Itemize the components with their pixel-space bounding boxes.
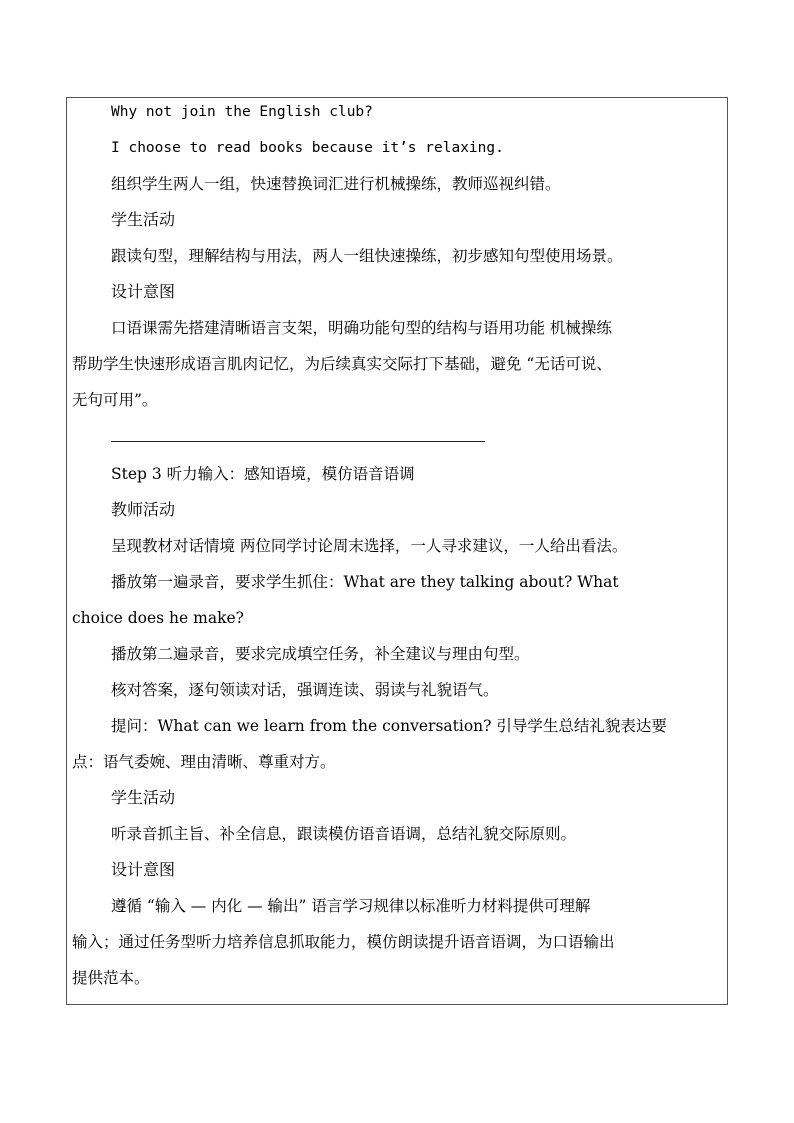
step-heading: Step 3 听力输入：感知语境，模仿语音语调 bbox=[111, 465, 415, 483]
paragraph-line: 帮助学生快速形成语言肌肉记忆，为后续真实交际打下基础，避免 “无话可说、 bbox=[72, 355, 612, 373]
paragraph-line: 遵循 “输入 — 内化 — 输出” 语言学习规律以标准听力材料提供可理解 bbox=[111, 897, 591, 915]
lesson-plan-table-cell bbox=[66, 97, 728, 1005]
paragraph-line: 点：语气委婉、理由清晰、尊重对方。 bbox=[72, 753, 336, 771]
paragraph-line: 跟读句型，理解结构与用法，两人一组快速操练，初步感知句型使用场景。 bbox=[111, 247, 623, 265]
example-sentence-2: I choose to read books because it’s relaxing. bbox=[111, 140, 504, 156]
section-label-design-intent: 设计意图 bbox=[111, 282, 176, 301]
paragraph-line: 无句可用”。 bbox=[72, 391, 158, 409]
section-label-student-activity: 学生活动 bbox=[111, 210, 176, 229]
paragraph-line: 组织学生两人一组，快速替换词汇进行机械操练，教师巡视纠错。 bbox=[111, 175, 561, 193]
example-sentence-1: Why not join the English club? bbox=[111, 104, 373, 120]
paragraph-line: 输入；通过任务型听力培养信息抓取能力，模仿朗读提升语音语调，为口语输出 bbox=[72, 933, 615, 951]
paragraph-line: 播放第二遍录音，要求完成填空任务，补全建议与理由句型。 bbox=[111, 645, 530, 663]
paragraph-line: choice does he make? bbox=[72, 609, 244, 627]
paragraph-line: 口语课需先搭建清晰语言支架，明确功能句型的结构与语用功能 机械操练 bbox=[111, 319, 612, 337]
paragraph-line: 提供范本。 bbox=[72, 969, 150, 987]
section-label-teacher-activity: 教师活动 bbox=[111, 500, 176, 519]
paragraph-line: 播放第一遍录音，要求学生抓住：What are they talking about? What bbox=[111, 573, 619, 591]
paragraph-line: 听录音抓主旨、补全信息，跟读模仿语音语调，总结礼貌交际原则。 bbox=[111, 825, 577, 843]
section-label-design-intent: 设计意图 bbox=[111, 860, 176, 879]
section-label-student-activity: 学生活动 bbox=[111, 788, 176, 807]
horizontal-divider bbox=[111, 441, 485, 442]
paragraph-line: 呈现教材对话情境 两位同学讨论周末选择，一人寻求建议，一人给出看法。 bbox=[111, 537, 628, 555]
paragraph-line: 核对答案，逐句领读对话，强调连读、弱读与礼貌语气。 bbox=[111, 681, 499, 699]
paragraph-line: 提问：What can we learn from the conversation? 引导学生总结礼貌表达要 bbox=[111, 717, 667, 735]
